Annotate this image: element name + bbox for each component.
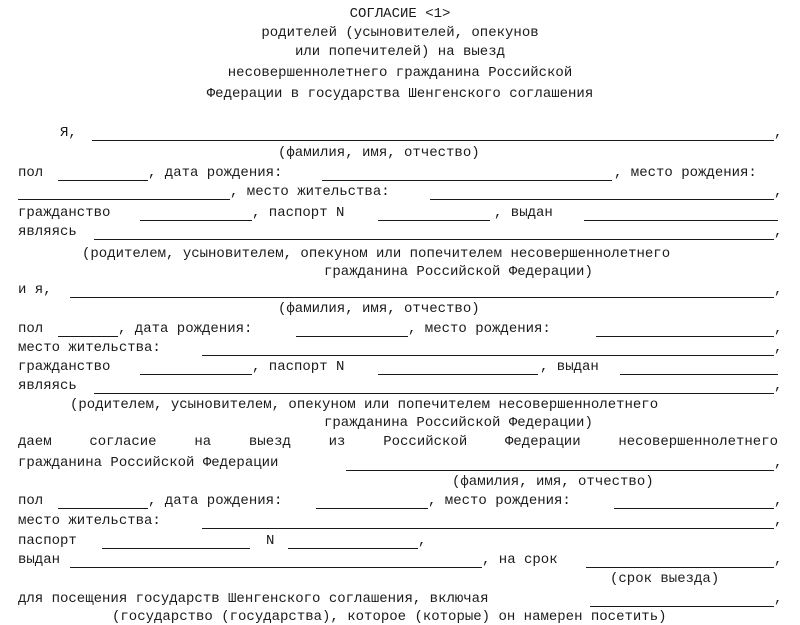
child-residence-field[interactable] (202, 528, 774, 529)
p2-being-label: являясь (18, 378, 77, 394)
child-residence-label: место жительства: (18, 513, 161, 529)
child-pol-label: пол (18, 493, 44, 509)
comma: , (774, 552, 783, 568)
p1-role-caption-2: гражданина Российской Федерации) (324, 264, 593, 280)
p2-pol-label: пол (18, 321, 44, 337)
p2-role-caption-2: гражданина Российской Федерации) (324, 415, 593, 431)
child-dob-label: , дата рождения: (148, 493, 283, 509)
p1-role-caption-1: (родителем, усыновителем, опекуном или попечителем несовершеннолетнего (82, 246, 671, 262)
p2-ya-label: и я, (18, 282, 52, 298)
p2-fio-field[interactable] (70, 297, 774, 298)
child-term-caption: (срок выезда) (610, 571, 720, 587)
comma: , (774, 493, 783, 509)
p2-citizenship-label: гражданство (18, 359, 111, 375)
p1-fio-field[interactable] (92, 140, 774, 141)
child-passport-number-field[interactable] (288, 548, 418, 549)
p1-issued-field-2[interactable] (94, 239, 774, 240)
header-line-3: или попечителей) на выезд (294, 44, 506, 60)
p1-ya-label: Я, (60, 125, 77, 141)
p1-pob-label: , место рождения: (614, 165, 757, 181)
p2-dob-label: , дата рождения: (118, 321, 253, 337)
doc-title: СОГЛАСИЕ <1> (349, 6, 451, 22)
child-fio-caption: (фамилия, имя, отчество) (452, 474, 654, 490)
p2-dob-field[interactable] (296, 336, 408, 337)
p1-residence-label: , место жительства: (230, 184, 390, 200)
child-term-label: , на срок (482, 552, 558, 568)
p1-pol-field[interactable] (58, 180, 148, 181)
p1-passport-label: , паспорт N (252, 205, 345, 221)
child-citizen-label: гражданина Российской Федерации (18, 455, 279, 471)
comma: , (774, 224, 783, 240)
child-pol-field[interactable] (58, 508, 148, 509)
p1-pol-label: пол (18, 165, 44, 181)
comma: , (418, 533, 427, 549)
child-passport-series-field[interactable] (102, 548, 250, 549)
p1-issued-field-1[interactable] (584, 220, 778, 221)
comma: , (774, 184, 783, 200)
child-term-field[interactable] (586, 567, 774, 568)
child-passport-label: паспорт (18, 533, 77, 549)
comma: , (774, 282, 783, 298)
p1-pob-field[interactable] (18, 199, 230, 200)
child-visit-caption: (государство (государства), которое (которые) он намерен посетить) (112, 609, 667, 625)
p2-pol-field[interactable] (58, 336, 118, 337)
comma: , (774, 513, 783, 529)
p1-citizenship-label: гражданство (18, 205, 111, 221)
child-visit-field[interactable] (590, 606, 774, 607)
child-pob-label: , место рождения: (428, 493, 571, 509)
p2-issued-field-1[interactable] (620, 374, 778, 375)
p2-pob-label: , место рождения: (408, 321, 551, 337)
child-pob-field[interactable] (614, 508, 774, 509)
p1-passport-field[interactable] (378, 220, 490, 221)
p2-role-caption-1: (родителем, усыновителем, опекуном или попечителем несовершеннолетнего (70, 397, 659, 413)
comma: , (774, 340, 783, 356)
comma: , (774, 321, 783, 337)
comma: , (774, 591, 783, 607)
p2-passport-label: , паспорт N (252, 359, 345, 375)
p2-residence-field[interactable] (202, 355, 774, 356)
p1-being-label: являясь (18, 224, 77, 240)
header-line-2: родителей (усыновителей, опекунов (261, 25, 539, 41)
child-passport-n-label: N (266, 533, 275, 549)
child-visit-label: для посещения государств Шенгенского соглашения, включая (18, 591, 489, 607)
p2-pob-field[interactable] (596, 336, 774, 337)
p1-residence-field[interactable] (430, 199, 774, 200)
p2-issued-field-2[interactable] (94, 393, 774, 394)
p2-residence-label: место жительства: (18, 340, 161, 356)
header-line-4: несовершеннолетнего гражданина Российской (227, 65, 573, 81)
child-issued-label: выдан (18, 552, 61, 568)
p1-dob-label: , дата рождения: (148, 165, 283, 181)
p1-issued-label: , выдан (494, 205, 553, 221)
comma: , (774, 378, 783, 394)
comma: , (774, 455, 783, 471)
consent-line: даем согласие на выезд из Российской Федерации несовершеннолетнего (18, 434, 778, 450)
child-dob-field[interactable] (316, 508, 428, 509)
child-fio-field[interactable] (346, 470, 774, 471)
p2-passport-field[interactable] (378, 374, 538, 375)
comma: , (774, 125, 783, 141)
p1-dob-field[interactable] (322, 180, 612, 181)
p2-fio-caption: (фамилия, имя, отчество) (278, 301, 480, 317)
p1-citizenship-field[interactable] (140, 220, 252, 221)
p2-issued-label: , выдан (540, 359, 599, 375)
p2-citizenship-field[interactable] (140, 374, 252, 375)
p1-fio-caption: (фамилия, имя, отчество) (278, 145, 480, 161)
header-line-5: Федерации в государства Шенгенского соглашения (206, 86, 594, 102)
child-issued-field[interactable] (70, 567, 482, 568)
